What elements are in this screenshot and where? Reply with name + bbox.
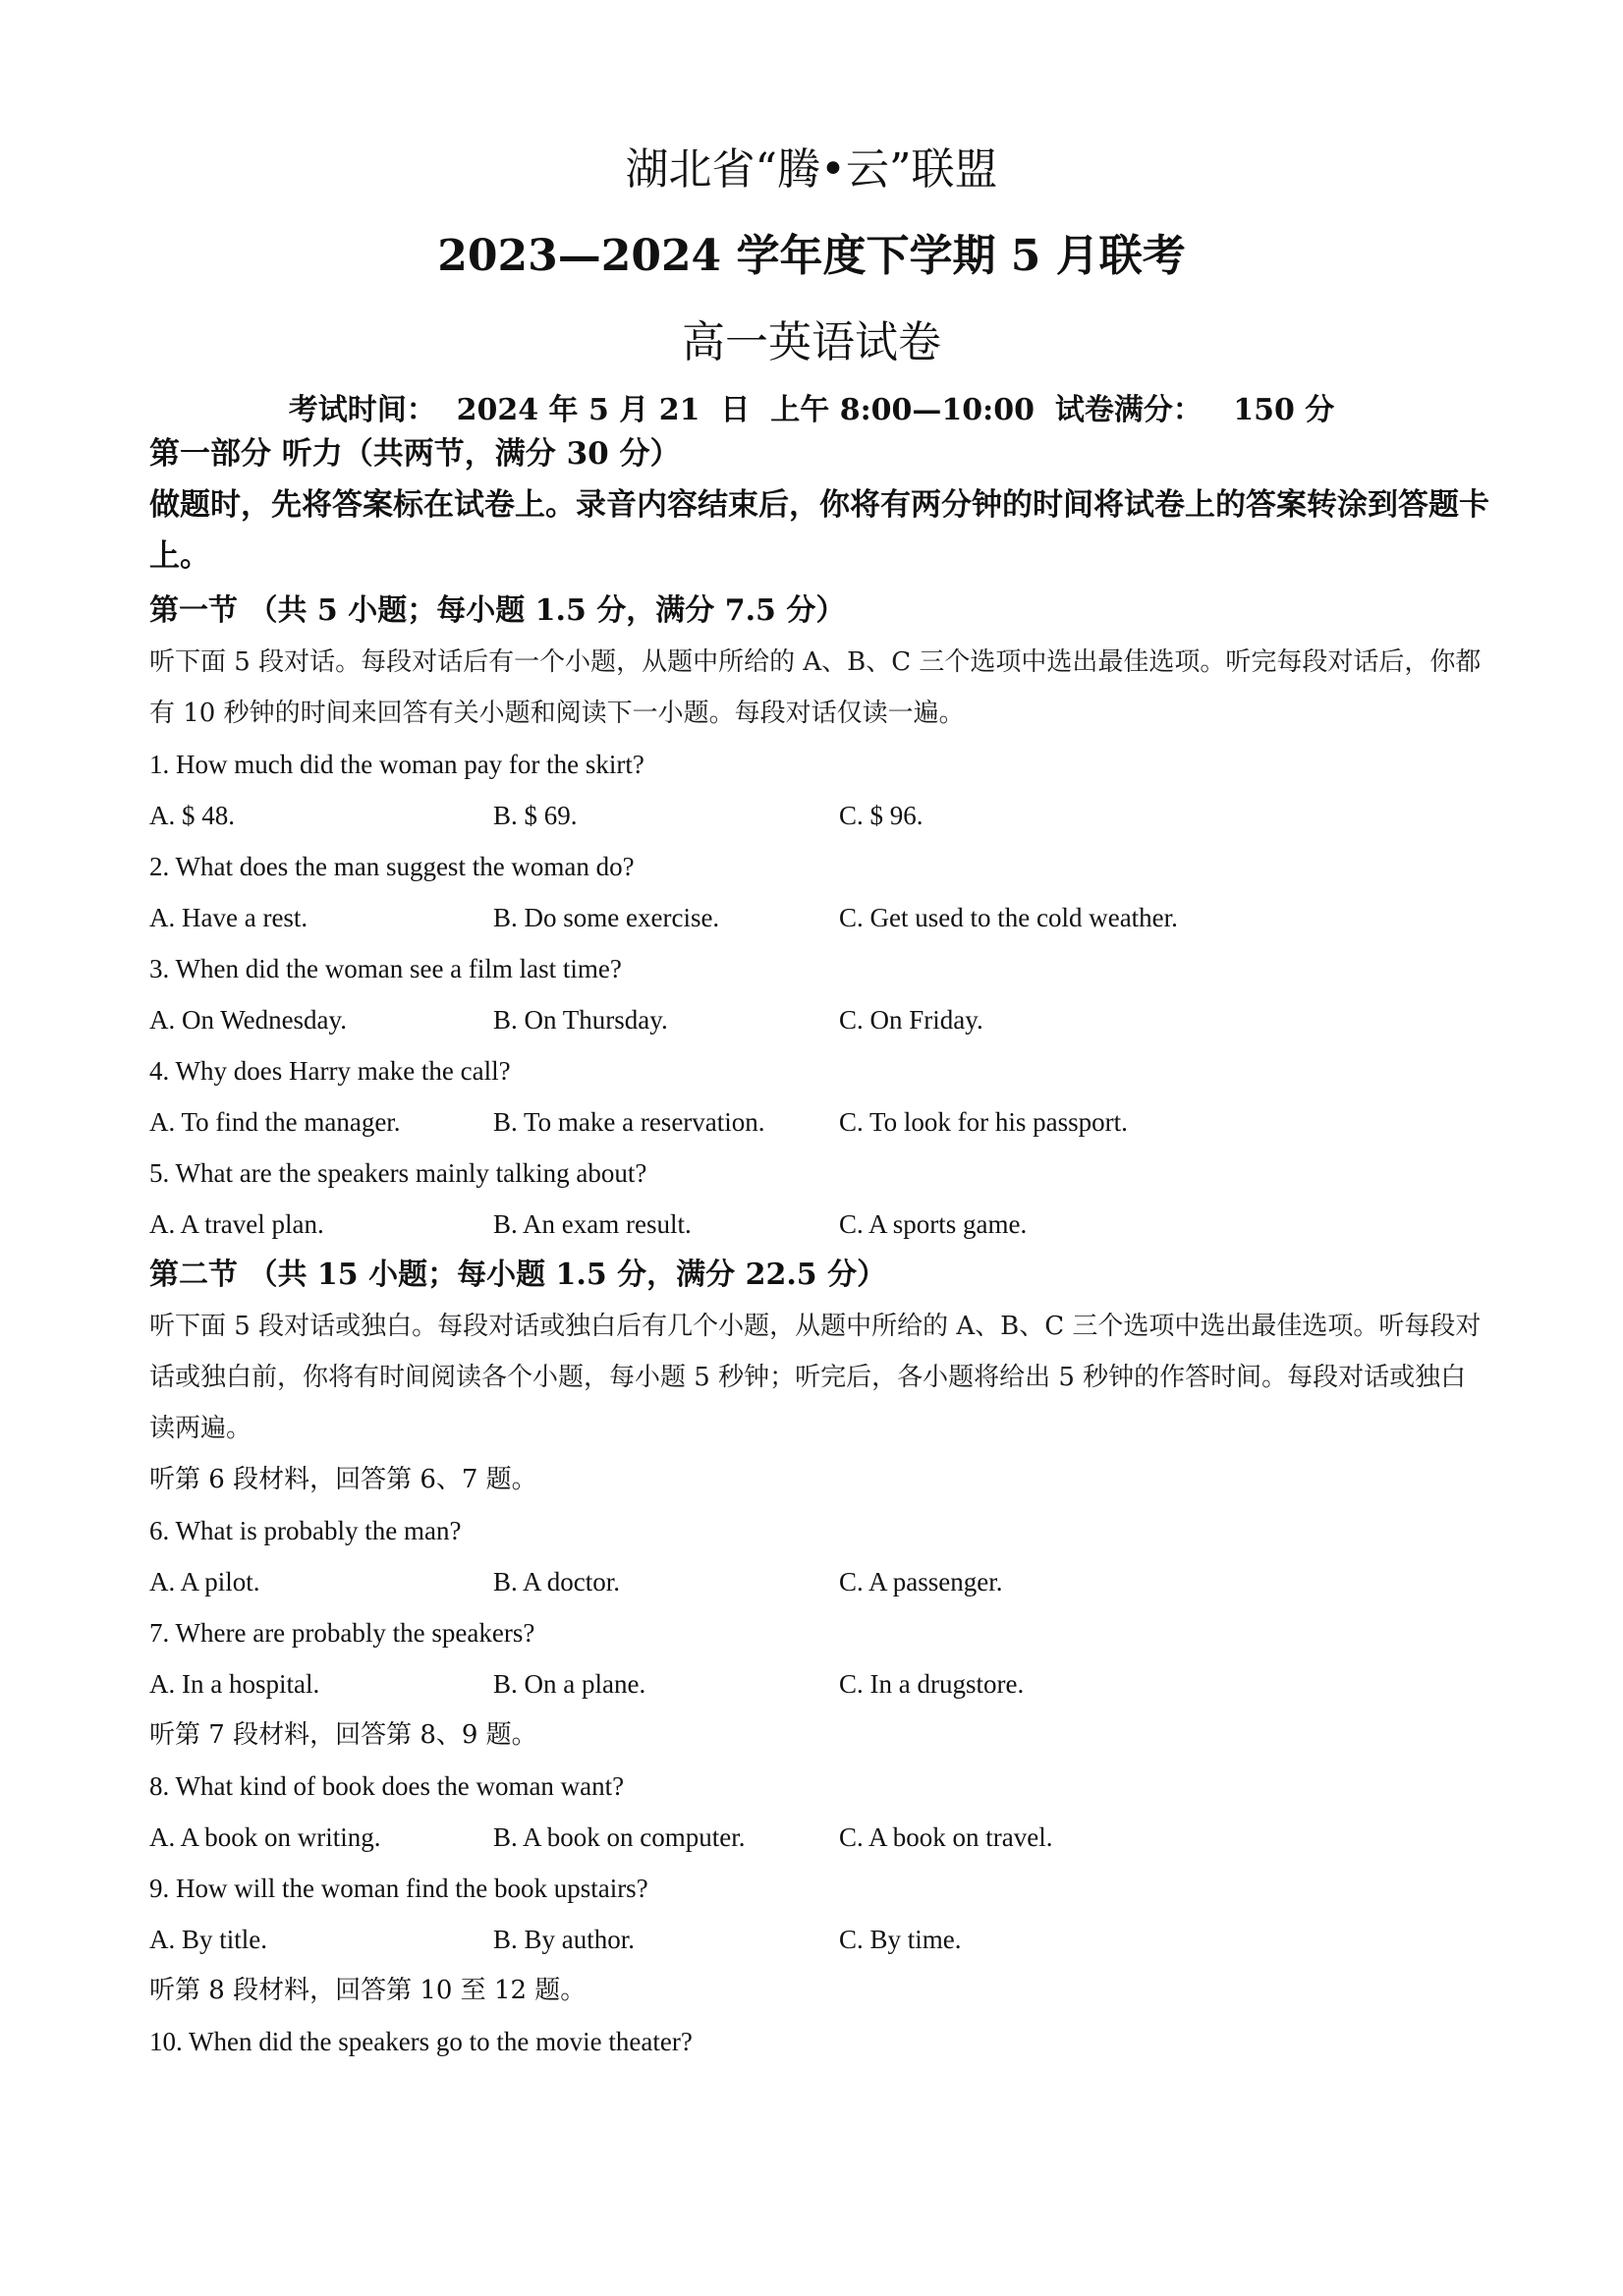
option-a: A. A book on writing. — [149, 1822, 381, 1852]
option-row — [149, 1658, 1489, 1709]
option-a: A. $ 48. — [149, 801, 235, 830]
paper-content — [149, 428, 1489, 2067]
option-b: B. A book on computer. — [493, 1822, 746, 1852]
option-row — [149, 994, 1489, 1045]
option-a: A. In a hospital. — [149, 1669, 320, 1699]
option-c: C. On Friday. — [839, 1005, 983, 1035]
option-a: A. A travel plan. — [149, 1209, 324, 1239]
question-7 — [149, 1607, 1489, 1709]
option-a: A. On Wednesday. — [149, 1005, 348, 1035]
option-c: C. A passenger. — [839, 1567, 1003, 1596]
option-row — [149, 892, 1489, 943]
exam-info: 考试时间： 2024 年 5 月 21 日 上午 8:00—10:00 试卷满分： 150 分 — [288, 393, 1335, 427]
question-10 — [149, 2016, 1489, 2067]
option-b: B. An exam result. — [493, 1209, 692, 1239]
option-a: A. By title. — [149, 1925, 267, 1954]
question-text: 3. When did the woman see a film last time? — [149, 954, 622, 983]
option-row — [149, 790, 1489, 841]
question-text: 10. When did the speakers go to the movie theater? — [149, 2027, 693, 2056]
question-6 — [149, 1505, 1489, 1607]
option-c: C. In a drugstore. — [839, 1669, 1025, 1699]
question-text: 9. How will the woman find the book upstairs? — [149, 1874, 648, 1903]
option-row — [149, 1556, 1489, 1607]
material-note-6: 听第 6 段材料，回答第 6、7 题。 — [149, 1465, 537, 1494]
section2-heading: 第二节 （共 15 小题；每小题 1.5 分，满分 22.5 分） — [149, 1258, 887, 1292]
option-b: B. $ 69. — [493, 801, 578, 830]
question-1 — [149, 739, 1489, 841]
question-text: 5. What are the speakers mainly talking about? — [149, 1158, 647, 1188]
option-b: B. A doctor. — [493, 1567, 621, 1596]
question-text: 7. Where are probably the speakers? — [149, 1618, 535, 1648]
question-3 — [149, 943, 1489, 1045]
option-c: C. $ 96. — [839, 801, 923, 830]
section1-heading: 第一节 （共 5 小题；每小题 1.5 分，满分 7.5 分） — [149, 593, 846, 628]
option-a: A. To find the manager. — [149, 1107, 401, 1137]
option-c: C. By time. — [839, 1925, 962, 1954]
question-text: 8. What kind of book does the woman want? — [149, 1771, 625, 1801]
option-row — [149, 1812, 1489, 1863]
material-note-7: 听第 7 段材料，回答第 8、9 题。 — [149, 1720, 537, 1750]
option-b: B. On Thursday. — [493, 1005, 668, 1035]
option-b: B. Do some exercise. — [493, 903, 720, 932]
question-8 — [149, 1761, 1489, 1863]
option-row — [149, 1914, 1489, 1965]
option-b: B. To make a reservation. — [493, 1107, 765, 1137]
option-c: C. Get used to the cold weather. — [839, 903, 1178, 932]
question-text: 6. What is probably the man? — [149, 1516, 462, 1545]
question-5 — [149, 1148, 1489, 1250]
section1-directions: 听下面 5 段对话。每段对话后有一个小题，从题中所给的 A、B、C 三个选项中选出最佳选项。听完每段对话后，你都有 10 秒钟的时间来回答有关小题和阅读下一小题。每段对话仅读一遍。 — [149, 647, 1482, 728]
option-c: C. To look for his passport. — [839, 1107, 1128, 1137]
option-c: C. A book on travel. — [839, 1822, 1053, 1852]
option-c: C. A sports game. — [839, 1209, 1028, 1239]
question-2 — [149, 841, 1489, 943]
alliance-title: 湖北省“腾•云”联盟 — [625, 144, 998, 195]
option-b: B. By author. — [493, 1925, 636, 1954]
option-a: A. A pilot. — [149, 1567, 260, 1596]
question-9 — [149, 1863, 1489, 1965]
option-row — [149, 1199, 1489, 1250]
material-note-8: 听第 8 段材料，回答第 10 至 12 题。 — [149, 1976, 587, 2005]
exam-term-title: 2023—2024 学年度下学期 5 月联考 — [437, 231, 1186, 281]
option-a: A. Have a rest. — [149, 903, 308, 932]
option-b: B. On a plane. — [493, 1669, 646, 1699]
question-4 — [149, 1045, 1489, 1148]
question-text: 4. Why does Harry make the call? — [149, 1056, 511, 1086]
paper-title: 高一英语试卷 — [682, 317, 941, 367]
question-text: 2. What does the man suggest the woman do? — [149, 852, 635, 881]
section2-directions: 听下面 5 段对话或独白。每段对话或独白后有几个小题，从题中所给的 A、B、C 三个选项中选出最佳选项。听每段对话或独白前，你将有时间阅读各个小题，每小题 5 秒钟；听完后，各小题将给出 5 秒钟的作答时间。每段对话或独白读两遍。 — [149, 1312, 1482, 1443]
option-row — [149, 1096, 1489, 1148]
question-text: 1. How much did the woman pay for the skirt? — [149, 750, 644, 779]
part1-heading: 第一部分 听力（共两节，满分 30 分） — [149, 436, 681, 472]
part1-instruction: 做题时，先将答案标在试卷上。录音内容结束后，你将有两分钟的时间将试卷上的答案转涂到答题卡上。 — [149, 487, 1489, 574]
